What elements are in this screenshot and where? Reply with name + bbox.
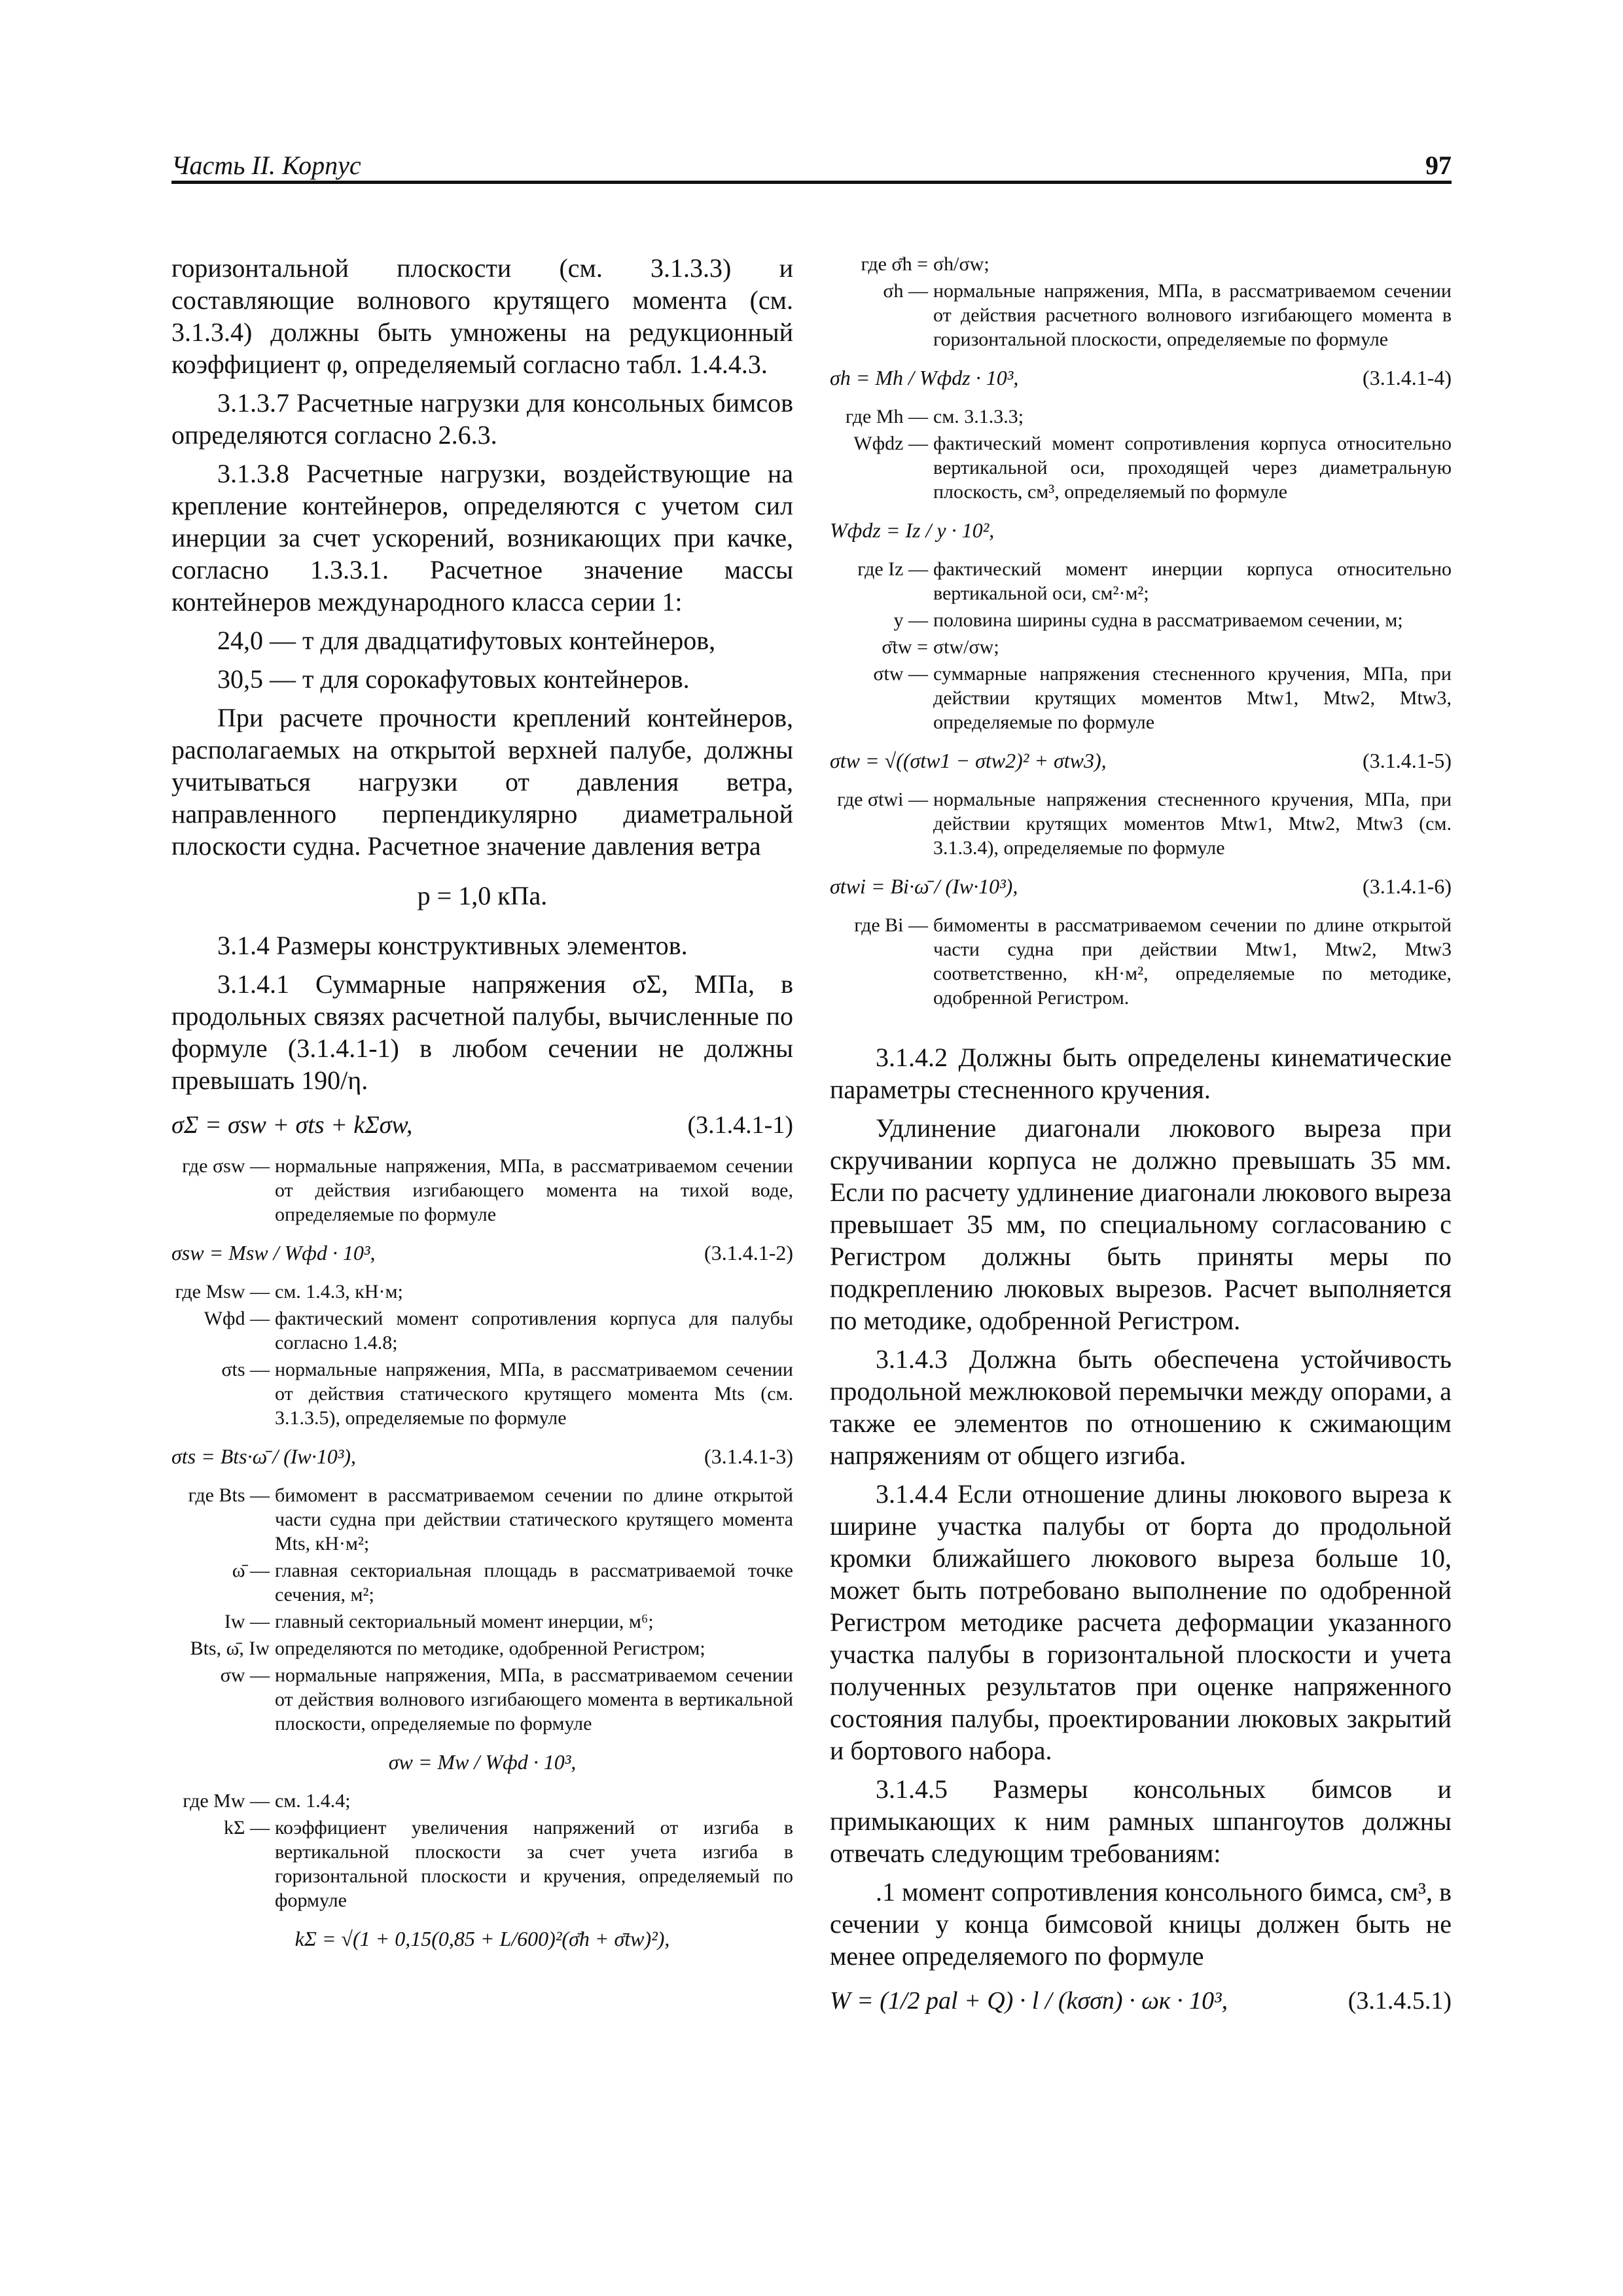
formula-number: (3.1.4.1-3) [704, 1444, 793, 1468]
definition-text: бимоменты в рассматриваемом сечении по длине открытой части судна при действии Mtw1, Mtw2, Mtw3 соответственно, кН·м², определяемые по методике, одобренной Регистром. [933, 914, 1452, 1009]
definition-symbol: ω̄ — [232, 1560, 270, 1581]
definition-text: нормальные напряжения, МПа, в рассматриваемом сечении от действия волнового изгибающего момента в вертикальной плоскости, определяемые по формуле [275, 1664, 793, 1734]
definition [171, 1483, 793, 1556]
formula [171, 1111, 793, 1139]
definition-symbol: где Iz — [857, 558, 928, 580]
definition [830, 431, 1452, 504]
definition-text: см. 3.1.3.3; [933, 406, 1024, 427]
definition-text: σtw/σw; [933, 636, 999, 658]
formula [830, 749, 1452, 773]
definition [171, 1280, 793, 1304]
definition [830, 635, 1452, 659]
formula [171, 1444, 793, 1469]
formula-expression: σsw = Msw / Wфd · 10³, [171, 1241, 376, 1265]
formula-number: (3.1.4.5.1) [1347, 1987, 1452, 2015]
definition [830, 662, 1452, 734]
definition [171, 1558, 793, 1607]
definition-text: нормальные напряжения стесненного кручения, МПа, при действии крутящих моментов Mtw1, Mtw2, Mtw3 (см. 3.1.3.4), определяемые по формуле [933, 789, 1452, 859]
definition-symbol: где Mh — [845, 406, 928, 427]
definition [171, 1636, 793, 1660]
formula-expression: σh = Mh / Wфdz · 10³, [830, 366, 1019, 389]
formula-expression: kΣ = √(1 + 0,15(0,85 + L/600)²(σ̄h + σ̄tw)²), [294, 1927, 670, 1950]
definition [171, 1154, 793, 1227]
definition [171, 1789, 793, 1813]
definition-text: определяются по методике, одобренной Регистром; [275, 1638, 705, 1659]
formula-wind-pressure: p = 1,0 кПа. [417, 881, 548, 910]
definition-text: бимомент в рассматриваемом сечении по длине открытой части судна при действии статического крутящего момента Mts, кН·м²; [275, 1484, 793, 1554]
formula-expression: σw = Mw / Wфd · 10³, [388, 1750, 577, 1774]
definition-text: фактический момент инерции корпуса относительно вертикальной оси, см²·м²; [933, 558, 1452, 604]
definition-symbol: y — [893, 609, 928, 631]
formula-expression: σtw = √((σtw1 − σtw2)² + σtw3), [830, 749, 1107, 772]
definition-symbol: σts — [221, 1359, 270, 1380]
left-column [171, 252, 793, 1965]
definition-symbol: Bts, ω̄, Iw [190, 1638, 270, 1659]
definition-text: половина ширины судна в рассматриваемом сечении, м; [933, 609, 1403, 631]
definition [830, 252, 1452, 276]
definition [171, 1816, 793, 1912]
header-title: Часть II. Корпус [171, 151, 361, 180]
definition-symbol: Wфd — [204, 1308, 270, 1329]
formula-number: (3.1.4.1-4) [1363, 366, 1452, 389]
formula-number: (3.1.4.1-5) [1363, 749, 1452, 772]
definition-text: фактический момент сопротивления корпуса для палубы согласно 1.4.8; [275, 1308, 793, 1354]
page-number: 97 [1425, 151, 1452, 180]
section-heading: 3.1.4 Размеры конструктивных элементов. [217, 931, 688, 960]
formula [830, 366, 1452, 390]
definition [830, 608, 1452, 632]
formula [171, 1241, 793, 1265]
paragraph: 24,0 — т для двадцатифутовых контейнеров, [217, 626, 716, 655]
definition-symbol: σtw — [873, 663, 928, 685]
definition-symbol: где Bts — [188, 1484, 270, 1506]
definition [171, 1663, 793, 1736]
paragraph: 3.1.4.5 Размеры консольных бимсов и примыкающих к ним рамных шпангоутов должны отвечать следующим требованиям: [830, 1774, 1452, 1868]
definition [830, 279, 1452, 351]
paragraph: 3.1.3.8 Расчетные нагрузки, воздействующие на крепление контейнеров, определяются с учетом сил инерции за счет ускорений, возникающих при качке, согласно 1.3.3.1. Расчетное значение массы контейнеров международного класса серии 1: [171, 459, 793, 617]
definition [830, 787, 1452, 860]
right-column [830, 252, 1452, 2030]
definition-symbol: где σsw — [182, 1155, 270, 1177]
paragraph: 3.1.4.3 Должна быть обеспечена устойчивость продольной межлюковой перемычки между опорами, а также ее элементов по отношению к сжимающим напряжениям от общего изгиба. [830, 1344, 1452, 1470]
definition-symbol: kΣ — [224, 1817, 270, 1839]
definition-symbol: где σ̄h = [861, 253, 928, 275]
definition-text: нормальные напряжения, МПа, в рассматриваемом сечении от действия изгибающего момента на тихой воде, определяемые по формуле [275, 1155, 793, 1225]
definition-text: см. 1.4.4; [275, 1790, 351, 1812]
formula-expression: σtwi = Bi·ω̄ / (Iw·10³), [830, 874, 1018, 898]
definition-text: главный секториальный момент инерции, м⁶; [275, 1611, 654, 1632]
formula-expression: W = (1/2 pal + Q) · l / (kσσn) · ωк · 10³, [830, 1987, 1228, 2015]
definition-text: нормальные напряжения, МПа, в рассматриваемом сечении от действия расчетного волнового изгибающего момента в горизонтальной плоскости, определяемые по формуле [933, 280, 1452, 350]
definition-symbol: где Msw — [175, 1281, 270, 1302]
definition [830, 557, 1452, 605]
paragraph: 3.1.3.7 Расчетные нагрузки для консольных бимсов определяются согласно 2.6.3. [171, 388, 793, 450]
definition-symbol: где Mw — [183, 1790, 270, 1812]
definition-text: главная секториальная площадь в рассматриваемой точке сечения, м²; [275, 1560, 793, 1605]
definition-symbol: σh — [883, 280, 928, 302]
definition [171, 1306, 793, 1355]
definition-symbol: Wфdz — [853, 433, 928, 454]
definition-text: см. 1.4.3, кН·м; [275, 1281, 403, 1302]
paragraph: При расчете прочности креплений контейнеров, располагаемых на открытой верхней палубе, должны учитываться нагрузки от давления ветра, направленного перпендикулярно диаметральной плоскости судна. Расчетное значение давления ветра [171, 703, 793, 861]
paragraph: 3.1.4.4 Если отношение длины люкового выреза к ширине участка палубы от борта до продольной кромки ближайшего люкового выреза больше 10, может быть потребовано выполнение по одобренной Регистром методике расчета деформации указанного участка палубы в горизонтальной плоскости и учета полученных результатов при оценке напряженного состояния палубы, проектировании люковых закрытий и бортового набора. [830, 1479, 1452, 1765]
paragraph: 3.1.4.2 Должны быть определены кинематические параметры стесненного кручения. [830, 1043, 1452, 1104]
definition-symbol: σ̄tw = [882, 636, 928, 658]
paragraph: Удлинение диагонали люкового выреза при скручивании корпуса не должно превышать 35 мм. Если по расчету удлинение диагонали люкового выреза превышает 35 мм, по специальному согласованию с Регистром должны быть приняты меры по подкреплению люковых вырезов. Расчет выполняется по методике, одобренной Регистром. [830, 1113, 1452, 1335]
paragraph: .1 момент сопротивления консольного бимса, см³, в сечении у конца бимсовой кницы должен быть не менее определяемого по формуле [830, 1877, 1452, 1971]
formula [171, 1927, 793, 1951]
definition [171, 1609, 793, 1634]
definition-text: нормальные напряжения, МПа, в рассматриваемом сечении от действия статического крутящего момента Mts (см. 3.1.3.5), определяемые по формуле [275, 1359, 793, 1429]
formula-expression: σΣ = σsw + σts + kΣσw, [171, 1111, 413, 1139]
formula-expression: Wфdz = Iz / y · 10², [830, 518, 995, 542]
definition-symbol: где Bi — [854, 914, 928, 936]
definition [171, 1357, 793, 1430]
paragraph: 30,5 — т для сорокафутовых контейнеров. [217, 664, 690, 694]
definition-symbol: Iw — [224, 1611, 270, 1632]
definition [830, 913, 1452, 1010]
definition-text: фактический момент сопротивления корпуса относительно вертикальной оси, проходящей через диаметральную плоскость, см³, определяемый по формуле [933, 433, 1452, 503]
page-header [171, 141, 1452, 184]
formula-number: (3.1.4.1-2) [704, 1241, 793, 1265]
definition-text: коэффициент увеличения напряжений от изгиба в вертикальной плоскости за счет учета изгиба в горизонтальной плоскости и кручения, определяемый по формуле [275, 1817, 793, 1911]
formula-number: (3.1.4.1-1) [687, 1111, 793, 1139]
definition-symbol: σw — [220, 1664, 270, 1686]
paragraph: горизонтальной плоскости (см. 3.1.3.3) и составляющие волнового крутящего момента (см. 3.1.3.4) должны быть умножены на редукционный коэффициент φ, определяемый согласно табл. 1.4.4.3. [171, 253, 793, 379]
formula-number: (3.1.4.1-6) [1363, 874, 1452, 898]
formula-expression: σts = Bts·ω̄ / (Iw·10³), [171, 1444, 356, 1468]
definition-text: σh/σw; [933, 253, 990, 275]
definition-text: суммарные напряжения стесненного кручения, МПа, при действии крутящих моментов Mtw1, Mtw2, Mtw3, определяемые по формуле [933, 663, 1452, 733]
formula [830, 518, 1452, 543]
definition-symbol: где σtwi — [837, 789, 928, 810]
formula [830, 1986, 1452, 2015]
definition [830, 404, 1452, 429]
formula [171, 1750, 793, 1774]
formula [830, 874, 1452, 899]
paragraph: 3.1.4.1 Суммарные напряжения σΣ, МПа, в продольных связях расчетной палубы, вычисленные по формуле (3.1.4.1-1) в любом сечении не должны превышать 190/η. [171, 969, 793, 1095]
